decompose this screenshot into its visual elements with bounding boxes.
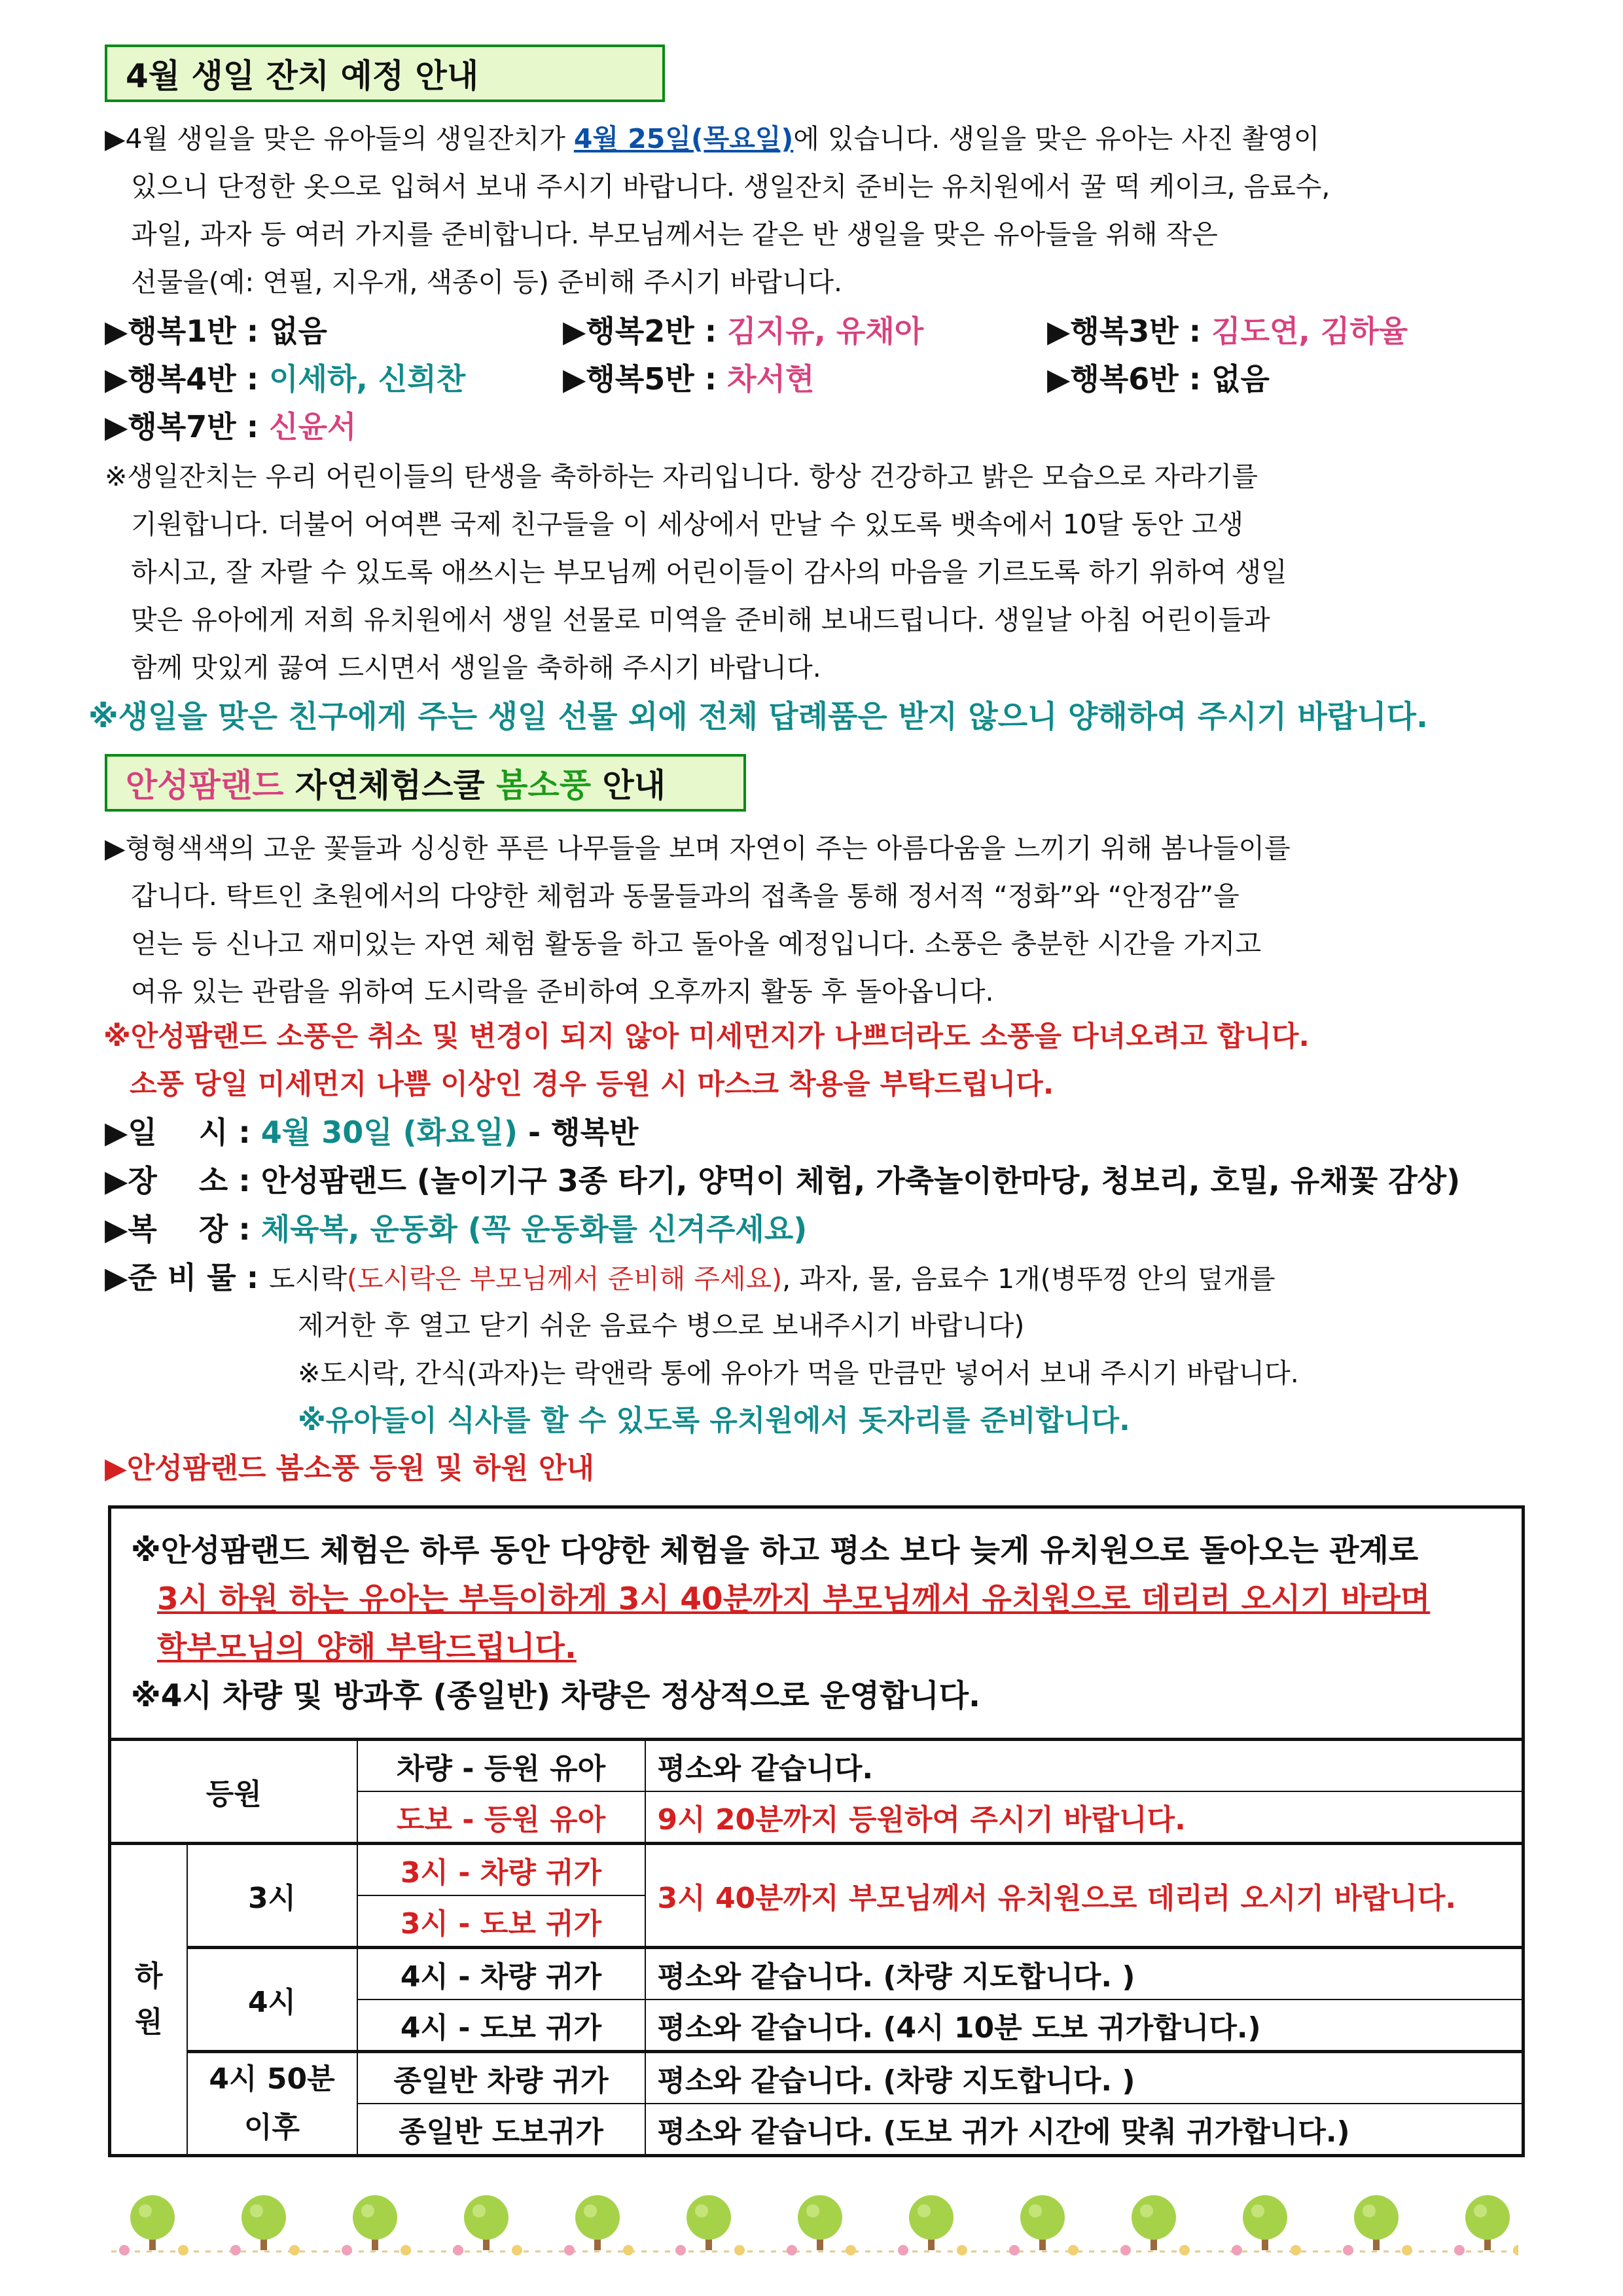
birthday-gift-notice: ※생일을 맞은 친구에게 주는 생일 선물 외에 전체 답례품은 받지 않으니 양해하여 주시기 바랍니다. [88, 699, 1428, 735]
birthday-section-title: 4월 생일 잔치 예정 안내 [105, 45, 665, 102]
class-6-birthday: ▶행복6반 : 없음 [1047, 361, 1270, 397]
table-cell: 평소와 같습니다. (차량 지도합니다. ) [645, 1948, 1524, 2000]
fieldtrip-place: ▶장 소 : 안성팜랜드 (놀이기구 3종 타기, 양먹이 체험, 가축놀이한마당, 청보리, 호밀, 유채꽃 감상) [105, 1163, 1461, 1198]
fieldtrip-prep-line2: 제거한 후 열고 닫기 쉬운 음료수 병으로 보내주시기 바랍니다) [298, 1310, 1025, 1341]
fieldtrip-prep-line3: ※도시락, 간식(과자)는 락앤락 통에 유아가 먹을 만큼만 넣어서 보내 주시기 바랍니다. [298, 1357, 1299, 1389]
table-cell: 4시 - 차량 귀가 [357, 1948, 645, 2000]
table-row [110, 1948, 1524, 2000]
table-row [110, 1740, 1524, 1792]
class-1-birthday: ▶행복1반 : 없음 [105, 314, 327, 349]
fieldtrip-section-title: 안성팜랜드 자연체험스쿨 봄소풍 안내 [105, 754, 746, 812]
fieldtrip-date: ▶일 시 : 4월 30일 (화요일) - 행복반 [105, 1115, 639, 1150]
table-row [110, 2052, 1524, 2104]
arrival-departure-table [108, 1738, 1525, 2157]
table-cell: 4시 [187, 1948, 357, 2052]
birthday-note: ※생일잔치는 우리 어린이들의 탄생을 축하하는 자리입니다. 항상 건강하고 밝은 모습으로 자라기를 기원합니다. 더불어 어여쁜 국제 친구들을 이 세상에서 만날 수 있도록 뱃속에서 10달 동안 고생 하시고, 잘 자랄 수 있도록 애쓰시는 부모님께 어린이들이 감사의 마음을 기르도록 하기 위하여 생일 맞은 유아에게 저희 유치원에서 생일 선물로 미역을 준비해 보내드립니다. 생일날 아침 어린이들과 함께 맛있게 끓여 드시면서 생일을 축하해 주시기 바랍니다. [105, 461, 1287, 683]
table-cell: 차량 - 등원 유아 [357, 1740, 645, 1792]
schedule-heading: ▶안성팜랜드 봄소풍 등원 및 하원 안내 [105, 1452, 594, 1485]
table-cell: 3시 - 도보 귀가 [357, 1895, 645, 1948]
table-cell: 평소와 같습니다. (도보 귀가 시간에 맞춰 귀가합니다.) [645, 2104, 1524, 2156]
table-cell: 평소와 같습니다. (차량 지도합니다. ) [645, 2052, 1524, 2104]
table-cell: 3시 40분까지 부모님께서 유치원으로 데리러 오시기 바랍니다. [645, 1844, 1524, 1948]
table-cell: 종일반 차량 귀가 [357, 2052, 645, 2104]
table-cell: 평소와 같습니다. (4시 10분 도보 귀가합니다.) [645, 2000, 1524, 2052]
birthday-date: 4월 25일(목요일) [573, 123, 794, 154]
tree-icon [119, 2195, 188, 2255]
table-cell: 4시 - 도보 귀가 [357, 2000, 645, 2052]
table-cell: 3시 [187, 1844, 357, 1948]
class-5-birthday: ▶행복5반 : 차서현 [563, 361, 815, 397]
fieldtrip-clothes: ▶복 장 : 체육복, 운동화 (꼭 운동화를 신겨주세요) [105, 1211, 808, 1247]
table-cell: 9시 20분까지 등원하여 주시기 바랍니다. [645, 1791, 1524, 1844]
birthday-intro: ▶4월 생일을 맞은 유아들의 생일잔치가 4월 25일(목요일)에 있습니다. 생일을 맞은 유아는 사진 촬영이 있으니 단정한 옷으로 입혀서 보내 주시기 바랍니다. 생일잔치 준비는 유치원에서 꿀 떡 케이크, 음료수, 과일, 과자 등 여러 가지를 준비합니다. 부모님께서는 같은 반 생일을 맞은 유아들을 위해 작은 선물을(예: 연필, 지우개, 색종이 등) 준비해 주시기 바랍니다. [105, 123, 1330, 298]
class-2-birthday: ▶행복2반 : 김지유, 유채아 [563, 314, 924, 349]
fieldtrip-warning-1: ※안성팜랜드 소풍은 취소 및 변경이 되지 않아 미세먼지가 나쁘더라도 소풍을 다녀오려고 합니다. [103, 1020, 1310, 1053]
pickup-notice-box: ※안성팜랜드 체험은 하루 동안 다양한 체험을 하고 평소 보다 늦게 유치원으로 돌아오는 관계로 3시 하원 하는 유아는 부득이하게 3시 40분까지 부모님께서 유치원으로 데리러 오시기 바라며 학부모님의 양해 부탁드립니다. ※4시 차량 및 방과후 (종일반) 차량은 정상적으로 운영합니다. [108, 1505, 1525, 1740]
table-cell: 종일반 도보귀가 [357, 2104, 645, 2156]
fieldtrip-intro: ▶형형색색의 고운 꽃들과 싱싱한 푸른 나무들을 보며 자연이 주는 아름다움을 느끼기 위해 봄나들이를 갑니다. 탁트인 초원에서의 다양한 체험과 동물들과의 접촉을 통해 정서적 “정화”와 “안정감”을 얻는 등 신나고 재미있는 자연 체험 활동을 하고 돌아올 예정입니다. 소풍은 충분한 시간을 가지고 여유 있는 관람을 위하여 도시락을 준비하여 오후까지 활동 후 돌아옵니다. [105, 833, 1291, 1007]
fieldtrip-prep: ▶준 비 물 : 도시락(도시락은 부모님께서 준비해 주세요), 과자, 물, 음료수 1개(병뚜껑 안의 덮개를 [105, 1260, 1275, 1295]
table-cell: 3시 - 차량 귀가 [357, 1844, 645, 1896]
class-3-birthday: ▶행복3반 : 김도연, 김하율 [1047, 314, 1408, 349]
tree-border-decoration [111, 2186, 1518, 2258]
table-cell: 도보 - 등원 유아 [357, 1791, 645, 1844]
fieldtrip-warning-2: 소풍 당일 미세먼지 나쁨 이상인 경우 등원 시 마스크 착용을 부탁드립니다. [130, 1068, 1054, 1101]
table-row [110, 1844, 1524, 1896]
table-cell: 평소와 같습니다. [645, 1740, 1524, 1792]
table-cell: 4시 50분 이후 [187, 2052, 357, 2156]
class-7-birthday: ▶행복7반 : 신윤서 [105, 409, 357, 444]
departure-header: 하원 [110, 1844, 187, 2156]
fieldtrip-prep-line4: ※유아들이 식사를 할 수 있도록 유치원에서 돗자리를 준비합니다. [298, 1404, 1130, 1437]
arrival-header: 등원 [110, 1740, 357, 1844]
class-4-birthday: ▶행복4반 : 이세하, 신희찬 [105, 361, 466, 397]
